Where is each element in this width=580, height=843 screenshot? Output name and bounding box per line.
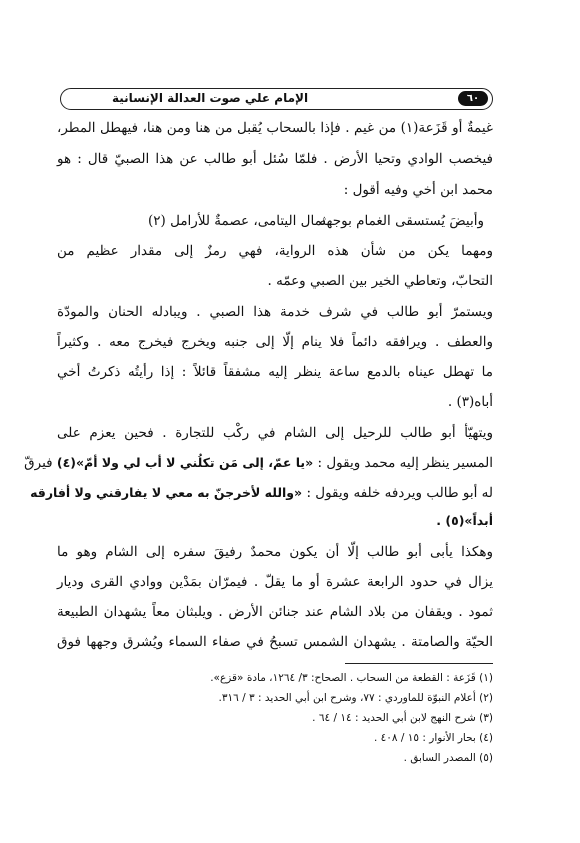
text-line: فيخصب الوادي وتحيا الأرض . فلمّا سُئل أبو طالب عن هذا الصبيّ قال : هو bbox=[57, 151, 493, 167]
text-line: محمد ابن أخي وفيه أقول : bbox=[343, 182, 493, 198]
footnote: (٤) بحار الأنوار : ١٥ / ٤٠٨ . bbox=[373, 732, 493, 744]
running-header bbox=[60, 88, 493, 110]
footnote: (٣) شرح النهج لابن أبي الحديد : ١٤ / ٦٤ . bbox=[312, 712, 493, 724]
text-line: والعطف . ويرافقه دائماً فلا ينام إلّا إلى جنبه ويخرج فيخرج معه . وكثيراً bbox=[57, 334, 493, 350]
text-line bbox=[57, 513, 493, 529]
text-line: ومهما يكن من شأن هذه الرواية، فهي رمزٌ إلى مقدار عظيم من bbox=[57, 243, 493, 259]
poem-hemistich-right: وأبيضَ يُستسقى الغمام بوجهه bbox=[319, 213, 484, 229]
text-run: المسير ينظر إليه محمد ويقول : bbox=[317, 455, 493, 471]
text-line: يزال في حدود الرابعة عشرة أو ما يقلّ . فيمرّان بمَدْين ووادي القرى وديار bbox=[57, 574, 493, 590]
text-line: ويستمرّ أبو طالب في شرف خدمة هذا الصبي . ويبادله الحنان والمودّة bbox=[57, 304, 493, 320]
text-line: غيمةٌ أو قَزَعة(١) من غيم . فإذا بالسحاب يُقبل من هنا ومن هنا، فيهطل المطر، bbox=[57, 120, 493, 136]
footnote: (٥) المصدر السابق . bbox=[403, 752, 493, 764]
text-line: ويتهيّأ أبو طالب للرحيل إلى الشام في ركْب للتجارة . فحين يعزم على bbox=[57, 425, 493, 441]
poem-hemistich-left: ثمال اليتامى، عصمةٌ للأرامل (٢) bbox=[148, 213, 327, 229]
text-line: ما تهطل عيناه بالدمع ساعة ينظر إليه مشفقاً قائلاً : إذا رأيتُه ذكرتُ أخي bbox=[57, 364, 493, 380]
text-line-mixed bbox=[30, 485, 493, 501]
running-header-title: الإمام علي صوت العدالة الإنسانية bbox=[112, 91, 309, 105]
quoted-speech: أبداً»(٥) . bbox=[436, 513, 493, 528]
text-line: الحيّة والصامتة . يشهدان الشمس تسبحُ في صفاء السماء ويُشرق وجهها فوق bbox=[57, 634, 493, 650]
page-number-badge: ٦٠ bbox=[458, 91, 488, 106]
quoted-speech: «والله لأخرجنّ به معي لا يفارقني ولا أفارقه bbox=[30, 485, 303, 500]
text-line: التحابّ، وتعاطي الخير بين الصبي وعمّه . bbox=[267, 273, 493, 289]
text-line: وهكذا يأبى أبو طالب إلّا أن يكون محمدٌ رفيقَ سفره إلى الشام وهو ما bbox=[57, 544, 493, 560]
text-run: له أبو طالب ويردفه خلفه ويقول : bbox=[306, 485, 493, 501]
text-line-mixed bbox=[24, 455, 493, 471]
footnote: (١) قَزَعة : القطعة من السحاب . الصحاح: ٣/ ١٢٦٤، مادة «قزع». bbox=[210, 672, 493, 684]
text-run: فيرقّ bbox=[24, 455, 53, 471]
text-line: ثمود . ويقفان من بلاد الشام عند جنائن الأرض . ويلبثان معاً يشهدان الطبيعة bbox=[57, 604, 493, 620]
quoted-speech: «يا عمّ، إلى مَن تكلُني لا أب لي ولا أمّ»(٤) bbox=[56, 455, 314, 470]
footnote: (٢) أعلام النبوّة للماوردي : ٧٧، وشرح ابن أبي الحديد : ٣ / ٣١٦. bbox=[218, 692, 493, 704]
footnote-divider bbox=[345, 663, 493, 664]
text-line: أباه(٣) . bbox=[447, 394, 493, 410]
